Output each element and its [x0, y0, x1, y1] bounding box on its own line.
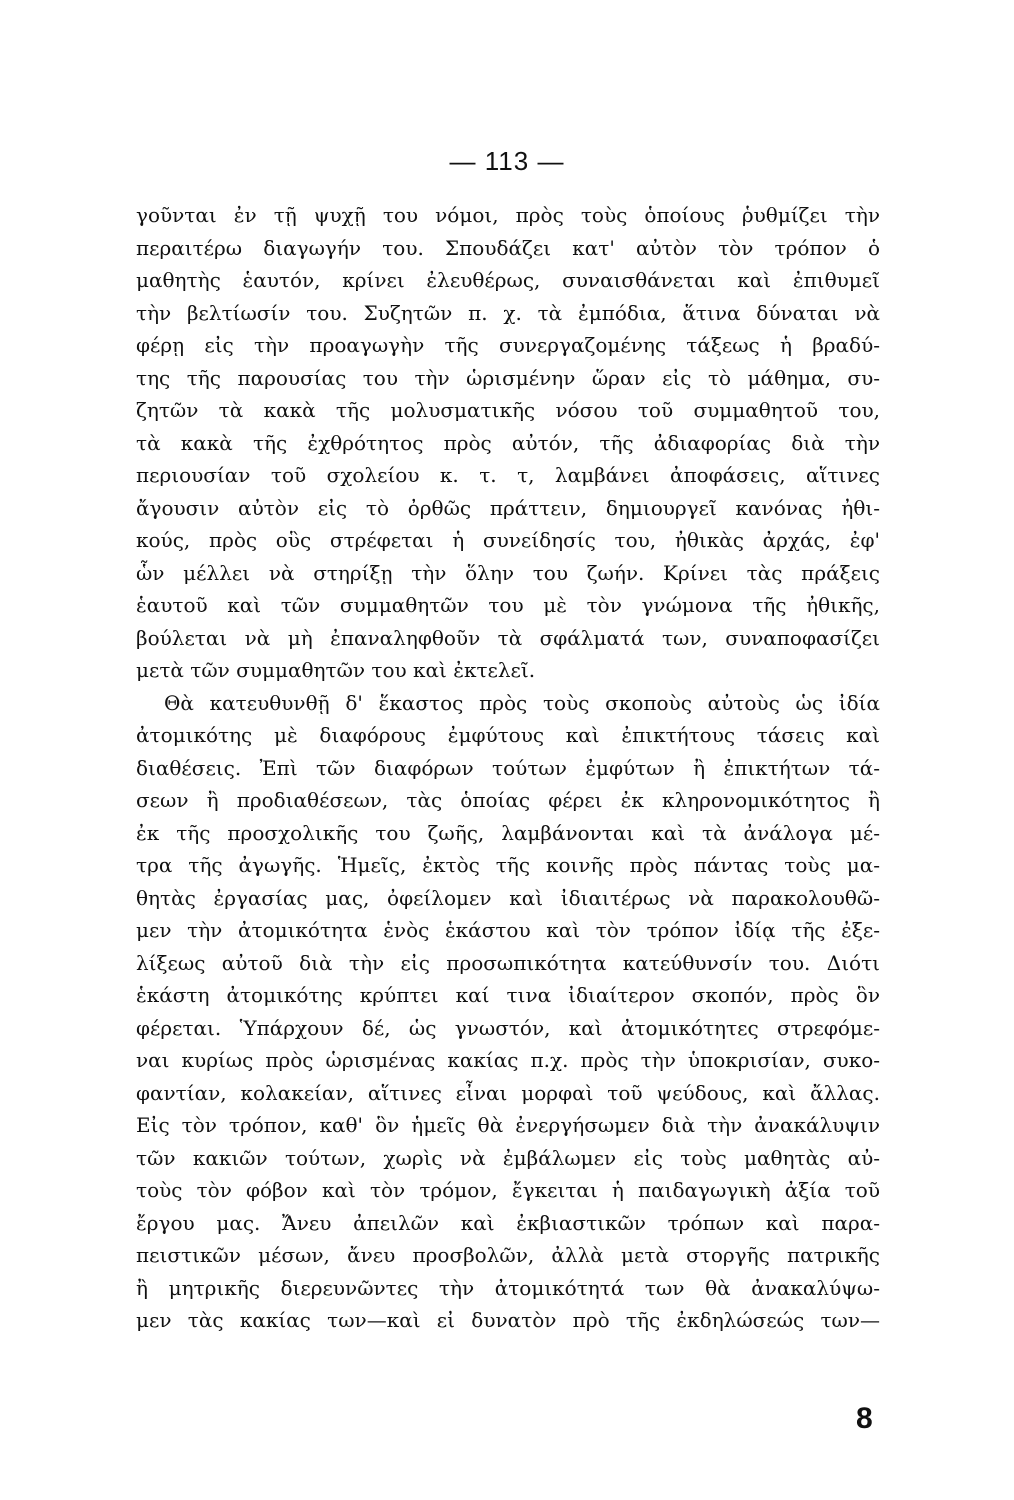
- signature-mark: 8: [856, 1402, 873, 1435]
- text-line: τρα τῆς ἀγωγῆς. Ἡμεῖς, ἐκτὸς τῆς κοινῆς πρὸς πάντας τοὺς μα-: [136, 853, 880, 877]
- text-line: ἐκ τῆς προσχολικῆς του ζωῆς, λαμβάνονται καὶ τὰ ἀνάλογα μέ-: [136, 820, 880, 845]
- text-line: ὧν μέλλει νὰ στηρίξῃ τὴν ὅλην του ζωήν. Κρίνει τὰς πράξεις: [136, 560, 880, 585]
- paragraph-1: [136, 199, 880, 687]
- text-line: κούς, πρὸς οὓς στρέφεται ἡ συνείδησίς του, ἠθικὰς ἀρχάς, ἐφ': [136, 528, 880, 552]
- text-line: γοῦνται ἐν τῇ ψυχῇ του νόμοι, πρὸς τοὺς ὁποίους ῥυθμίζει τὴν: [136, 203, 880, 227]
- text-line: Εἰς τὸν τρόπον, καθ' ὃν ἡμεῖς θὰ ἐνεργήσωμεν διὰ τὴν ἀνακάλυψιν: [136, 1113, 880, 1137]
- text-line: ἔργου μας. Ἄνευ ἀπειλῶν καὶ ἐκβιαστικῶν τρόπων καὶ παρα-: [136, 1210, 880, 1235]
- text-line: τῶν κακιῶν τούτων, χωρὶς νὰ ἐμβάλωμεν εἰς τοὺς μαθητὰς αὐ-: [136, 1145, 880, 1170]
- text-block: [136, 199, 880, 1337]
- text-line: μεν τὰς κακίας των—καὶ εἰ δυνατὸν πρὸ τῆς ἐκδηλώσεώς των—: [136, 1308, 880, 1332]
- text-line: περιουσίαν τοῦ σχολείου κ. τ. τ, λαμβάνει ἀποφάσεις, αἵτινες: [136, 463, 880, 487]
- text-line: θητὰς ἐργασίας μας, ὀφείλομεν καὶ ἰδιαιτέρως νὰ παρακολουθῶ-: [136, 885, 880, 910]
- text-line: μαθητὴς ἑαυτόν, κρίνει ἐλευθέρως, συναισθάνεται καὶ ἐπιθυμεῖ: [136, 268, 880, 292]
- page-number: — 113 —: [449, 146, 565, 176]
- text-line: μετὰ τῶν συμμαθητῶν του καὶ ἐκτελεῖ.: [136, 658, 536, 682]
- text-line: τοὺς τὸν φόβον καὶ τὸν τρόμον, ἔγκειται ἡ παιδαγωγικὴ ἀξία τοῦ: [136, 1178, 880, 1202]
- text-line: λίξεως αὐτοῦ διὰ τὴν εἰς προσωπικότητα κατεύθυνσίν του. Διότι: [136, 950, 880, 975]
- text-line: διαθέσεις. Ἐπὶ τῶν διαφόρων τούτων ἐμφύτων ἢ ἐπικτήτων τά-: [136, 755, 880, 780]
- text-line: φέρεται. Ὑπάρχουν δέ, ὡς γνωστόν, καὶ ἀτομικότητες στρεφόμε-: [136, 1015, 880, 1040]
- text-line: φαντίαν, κολακείαν, αἵτινες εἶναι μορφαὶ τοῦ ψεύδους, καὶ ἄλλας.: [136, 1080, 880, 1105]
- text-line: της τῆς παρουσίας του τὴν ὡρισμένην ὥραν εἰς τὸ μάθημα, συ-: [136, 365, 880, 390]
- paragraph-2: [136, 687, 880, 1337]
- text-line: Θὰ κατευθυνθῇ δ' ἕκαστος πρὸς τοὺς σκοποὺς αὐτοὺς ὡς ἰδία: [164, 690, 880, 715]
- text-line: τὴν βελτίωσίν του. Συζητῶν π. χ. τὰ ἐμπόδια, ἅτινα δύναται νὰ: [136, 300, 880, 325]
- text-line: περαιτέρω διαγωγήν του. Σπουδάζει κατ' αὐτὸν τὸν τρόπον ὁ: [136, 235, 880, 260]
- text-line: ἄγουσιν αὐτὸν εἰς τὸ ὀρθῶς πράττειν, δημιουργεῖ κανόνας ἠθι-: [136, 495, 880, 520]
- text-line: ἀτομικότης μὲ διαφόρους ἐμφύτους καὶ ἐπικτήτους τάσεις καὶ: [136, 723, 880, 747]
- text-line: πειστικῶν μέσων, ἄνευ προσβολῶν, ἀλλὰ μετὰ στοργῆς πατρικῆς: [136, 1243, 880, 1267]
- text-line: μεν τὴν ἀτομικότητα ἑνὸς ἑκάστου καὶ τὸν τρόπον ἰδίᾳ τῆς ἐξε-: [136, 918, 880, 942]
- text-line: σεων ἢ προδιαθέσεων, τὰς ὁποίας φέρει ἐκ κληρονομικότητος ἢ: [136, 788, 880, 812]
- text-line: φέρῃ εἰς τὴν προαγωγὴν τῆς συνεργαζομένης τάξεως ἡ βραδύ-: [136, 333, 880, 357]
- text-line: βούλεται νὰ μὴ ἐπαναληφθοῦν τὰ σφάλματά των, συναποφασίζει: [136, 625, 880, 650]
- text-line: ἑκάστη ἀτομικότης κρύπτει καί τινα ἰδιαίτερον σκοπόν, πρὸς ὃν: [136, 983, 880, 1007]
- text-line: ναι κυρίως πρὸς ὡρισμένας κακίας π.χ. πρὸς τὴν ὑποκρισίαν, συκο-: [136, 1048, 880, 1072]
- text-line: ἢ μητρικῆς διερευνῶντες τὴν ἀτομικότητά των θὰ ἀνακαλύψω-: [136, 1275, 880, 1300]
- text-line: τὰ κακὰ τῆς ἐχθρότητος πρὸς αὐτόν, τῆς ἀδιαφορίας διὰ τὴν: [136, 430, 880, 455]
- text-line: ζητῶν τὰ κακὰ τῆς μολυσματικῆς νόσου τοῦ συμμαθητοῦ του,: [136, 398, 880, 422]
- text-line: ἑαυτοῦ καὶ τῶν συμμαθητῶν του μὲ τὸν γνώμονα τῆς ἠθικῆς,: [136, 593, 880, 617]
